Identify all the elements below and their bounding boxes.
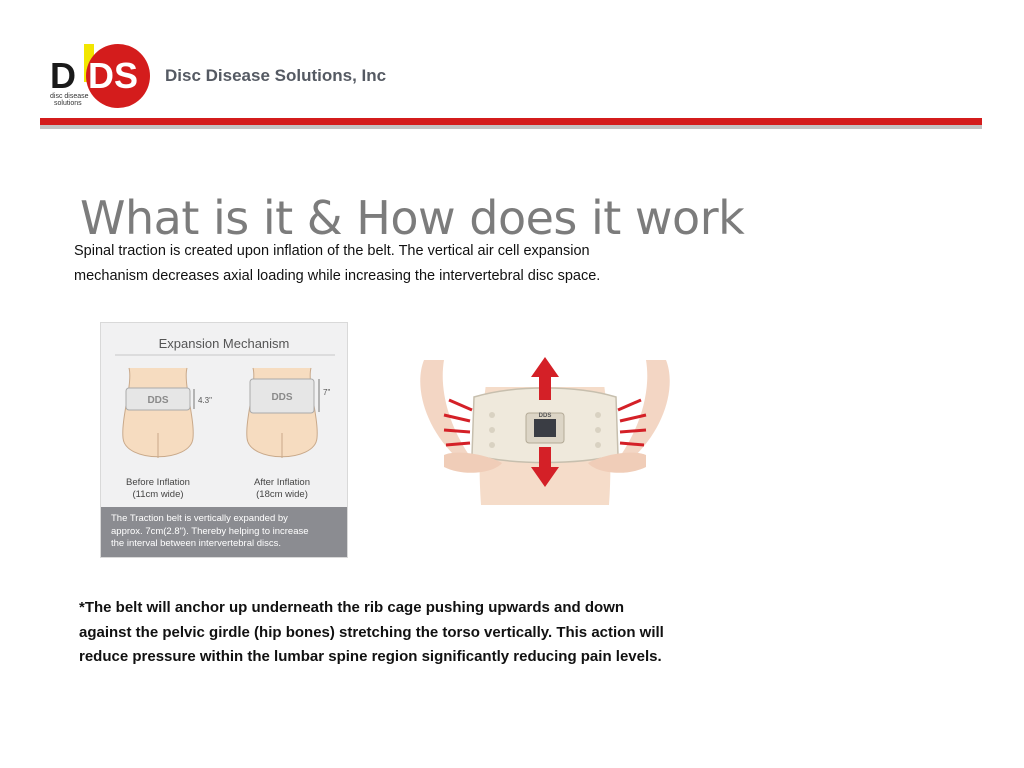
dds-logo	[46, 42, 154, 110]
intro-text	[74, 239, 674, 289]
company-name: Disc Disease Solutions, Inc	[165, 66, 387, 85]
belt-photo	[414, 355, 676, 505]
belt-before-label: DDS	[147, 395, 169, 406]
logo-subtext-1: disc disease	[50, 93, 89, 100]
traction-note	[101, 507, 347, 557]
belt-worn-illustration	[414, 355, 676, 505]
after-label: After Inflation	[254, 477, 310, 488]
belt-after-label: DDS	[271, 392, 293, 403]
footnote-text	[79, 596, 779, 670]
photo-belt-label: DDS	[538, 413, 552, 419]
before-label: Before Inflation	[126, 477, 190, 488]
panel-title: Expansion Mechanism	[158, 336, 290, 351]
footnote-line-3: reduce pressure within the lumbar spine region significantly reducing pain levels.	[79, 648, 662, 665]
footnote-line-1: *The belt will anchor up underneath the rib cage pushing upwards and down	[79, 599, 625, 616]
intro-line-2: mechanism decreases axial loading while increasing the intervertebral disc space.	[74, 268, 601, 284]
logo-graphic	[46, 42, 154, 110]
before-caption	[103, 477, 213, 501]
header-rule-red	[40, 118, 982, 125]
logo-letter-d1: D	[50, 55, 76, 96]
after-width: (18cm wide)	[256, 489, 308, 500]
footnote-line-2: against the pelvic girdle (hip bones) stretching the torso vertically. This action will	[79, 623, 664, 641]
slide-title: What is it & How does it work	[80, 190, 745, 245]
before-width: (11cm wide)	[132, 489, 184, 500]
logo-subtext-2: solutions	[54, 100, 82, 107]
height-after: 7"	[323, 388, 331, 397]
logo-letters-ds: DS	[88, 55, 139, 96]
note-line-3: the interval between intervertebral discs.	[111, 538, 282, 549]
height-before: 4.3"	[198, 396, 212, 405]
note-line-2: approx. 7cm(2.8"). Thereby helping to increase	[111, 525, 309, 537]
note-line-1: The Traction belt is vertically expanded by	[111, 513, 288, 524]
intro-line-1: Spinal traction is created upon inflation of the belt. The vertical air cell expansion	[74, 243, 590, 259]
expansion-mechanism-panel	[100, 322, 348, 558]
header-rule-gray	[40, 125, 982, 129]
after-caption	[227, 477, 337, 501]
